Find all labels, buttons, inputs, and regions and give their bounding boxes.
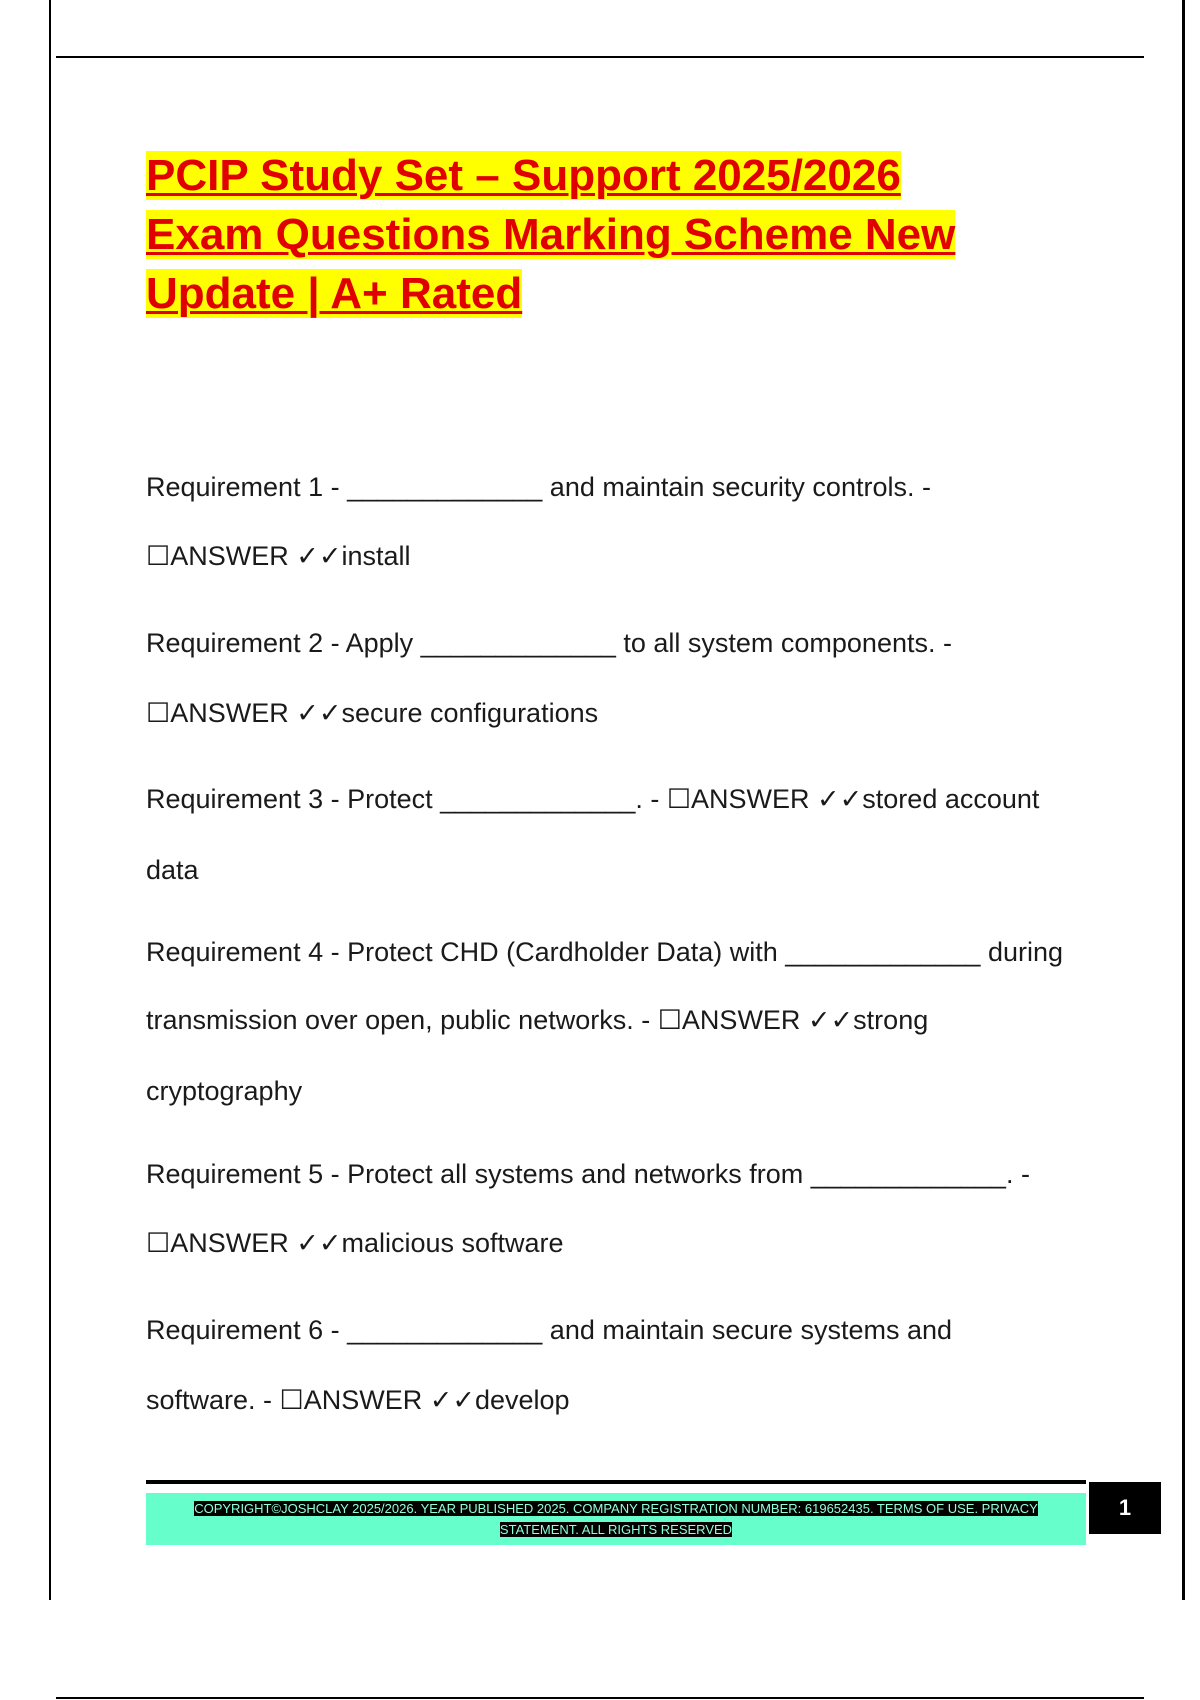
- question-line: Requirement 3 - Protect _____________. - ☐ANSWER ✓✓stored account: [146, 784, 1040, 814]
- answer-line: software. - ☐ANSWER ✓✓develop: [146, 1385, 570, 1415]
- footer-copyright-line-2: STATEMENT. ALL RIGHTS RESERVED: [499, 1522, 733, 1537]
- title-line-3: Update | A+ Rated: [146, 269, 523, 318]
- footer-copyright-box: [146, 1493, 1086, 1545]
- answer-line: data: [146, 855, 199, 885]
- question-line: Requirement 1 - _____________ and maintain security controls. -: [146, 472, 931, 502]
- answer-line: ☐ANSWER ✓✓install: [146, 541, 411, 571]
- document-title: [146, 146, 1106, 323]
- footer-rule: [146, 1480, 1086, 1484]
- footer-copyright-line-1: COPYRIGHT©JOSHCLAY 2025/2026. YEAR PUBLISHED 2025. COMPANY REGISTRATION NUMBER: 619652435. TERMS OF USE. PRIVACY: [194, 1501, 1038, 1516]
- question-line: Requirement 5 - Protect all systems and networks from _____________. -: [146, 1159, 1030, 1189]
- answer-line: cryptography: [146, 1076, 303, 1106]
- answer-line: ☐ANSWER ✓✓secure configurations: [146, 698, 599, 728]
- title-line-1: PCIP Study Set – Support 2025/2026: [146, 151, 901, 200]
- next-page-header-rule: [56, 1697, 1144, 1699]
- question-line: transmission over open, public networks. - ☐ANSWER ✓✓strong: [146, 1005, 929, 1035]
- page-number: 1: [1089, 1482, 1161, 1534]
- footer-copyright-text: [176, 1498, 1056, 1540]
- answer-line: ☐ANSWER ✓✓malicious software: [146, 1228, 564, 1258]
- question-line: Requirement 2 - Apply _____________ to all system components. -: [146, 628, 952, 658]
- question-line: Requirement 6 - _____________ and maintain secure systems and: [146, 1315, 953, 1345]
- question-line: Requirement 4 - Protect CHD (Cardholder Data) with _____________ during: [146, 937, 1063, 967]
- title-line-2: Exam Questions Marking Scheme New: [146, 210, 956, 259]
- page-border-left: [49, 0, 51, 1600]
- page-border-right: [1182, 0, 1185, 1600]
- header-rule: [56, 56, 1144, 58]
